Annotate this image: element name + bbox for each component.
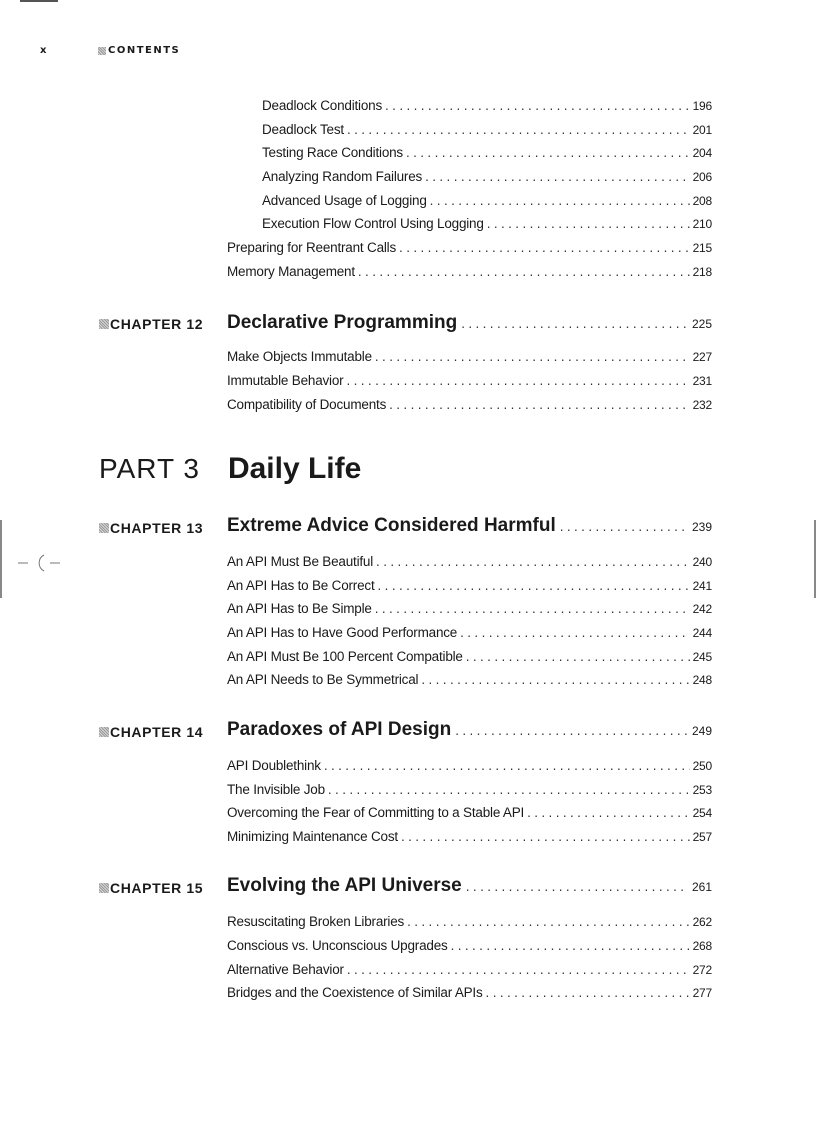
toc-entry-page: 196 (692, 99, 712, 113)
part-label: PART 3 (99, 453, 200, 484)
toc-entry-title: The Invisible Job (227, 782, 325, 797)
toc-entry-title: Minimizing Maintenance Cost (227, 829, 398, 844)
chapter-title (227, 312, 712, 334)
leader-dots (527, 805, 689, 820)
hatch-icon (99, 727, 109, 737)
chapter-title (227, 719, 712, 741)
hatch-icon (99, 319, 109, 329)
toc-entry-title: Memory Management (227, 264, 355, 279)
toc-entry-title: Testing Race Conditions (262, 145, 403, 160)
toc-entry-title: Immutable Behavior (227, 373, 344, 388)
toc-entry-page: 268 (692, 939, 712, 953)
leader-dots (430, 193, 690, 208)
toc-entry (227, 397, 712, 412)
toc-entry-page: 262 (692, 915, 712, 929)
chapter-page: 249 (691, 724, 712, 738)
toc-entry-page: 201 (692, 123, 712, 137)
toc-entry-title: Make Objects Immutable (227, 349, 372, 364)
leader-dots (406, 145, 690, 160)
leader-dots (358, 264, 690, 279)
hatch-icon (98, 47, 106, 55)
registration-mark-icon (14, 548, 64, 578)
leader-dots (486, 985, 690, 1000)
chapter-label (99, 880, 203, 896)
toc-entry-page: 250 (692, 759, 712, 773)
chapter-label (99, 724, 203, 740)
toc-entry-page: 241 (692, 579, 712, 593)
leader-dots (560, 519, 688, 534)
part-heading (99, 452, 361, 486)
running-header (40, 45, 180, 56)
toc-entry (262, 193, 712, 208)
toc-entry-page: 254 (692, 806, 712, 820)
leader-dots (466, 879, 688, 894)
chapter-label-text: CHAPTER 14 (110, 724, 204, 740)
toc-entry-page: 245 (692, 650, 712, 664)
toc-entry-title: API Doublethink (227, 758, 321, 773)
leader-dots (451, 938, 690, 953)
toc-entry-title: Advanced Usage of Logging (262, 193, 427, 208)
toc-entry-page: 210 (692, 217, 712, 231)
toc-entry-page: 248 (692, 673, 712, 687)
toc-entry-title: Bridges and the Coexistence of Similar APIs (227, 985, 483, 1000)
hatch-icon (99, 523, 109, 533)
toc-entry (227, 349, 712, 364)
toc-entry (227, 962, 712, 977)
toc-entry (227, 625, 712, 640)
toc-entry-page: 272 (692, 963, 712, 977)
toc-entry-page: 257 (692, 830, 712, 844)
toc-entry-page: 208 (692, 194, 712, 208)
toc-entry-title: Deadlock Conditions (262, 98, 383, 113)
crop-mark-left (0, 520, 2, 598)
toc-entry (227, 782, 712, 797)
toc-entry (227, 240, 712, 255)
top-rule (20, 0, 58, 2)
toc-entry (227, 914, 712, 929)
toc-entry-title: An API Has to Be Correct (227, 578, 375, 593)
toc-entry (227, 805, 712, 820)
toc-entry-title: An API Needs to Be Symmetrical (227, 672, 419, 687)
leader-dots (401, 829, 690, 844)
toc-entry (227, 649, 712, 664)
toc-entry (262, 122, 712, 137)
toc-entry-page: 277 (692, 986, 712, 1000)
toc-entry-title: Preparing for Reentrant Calls (227, 240, 397, 255)
leader-dots (376, 554, 690, 569)
chapter-label-text: CHAPTER 13 (110, 520, 204, 536)
toc-entry (227, 938, 712, 953)
toc-entry (227, 985, 712, 1000)
toc-entry-page: 244 (692, 626, 712, 640)
toc-entry (227, 264, 712, 279)
toc-entry-page: 231 (692, 374, 712, 388)
leader-dots (460, 625, 689, 640)
leader-dots (375, 601, 690, 616)
leader-dots (487, 216, 690, 231)
toc-entry (227, 829, 712, 844)
chapter-label-text: CHAPTER 15 (110, 880, 204, 896)
toc-entry (262, 169, 712, 184)
leader-dots (346, 373, 689, 388)
toc-entry-page: 240 (692, 555, 712, 569)
leader-dots (324, 758, 690, 773)
toc-entry-title: An API Must Be Beautiful (227, 554, 374, 569)
toc-entry (227, 672, 712, 687)
toc-entry-title: Overcoming the Fear of Committing to a Stable API (227, 805, 525, 820)
leader-dots (375, 349, 690, 364)
chapter-label (99, 520, 203, 536)
leader-dots (466, 649, 690, 664)
toc-entry (227, 758, 712, 773)
leader-dots (347, 962, 690, 977)
chapter-page: 225 (691, 317, 712, 331)
toc-entry-page: 253 (692, 783, 712, 797)
toc-entry-page: 204 (692, 146, 712, 160)
toc-entry-title: An API Must Be 100 Percent Compatible (227, 649, 463, 664)
leader-dots (455, 723, 688, 738)
leader-dots (407, 914, 689, 929)
chapter-title-text: Declarative Programming (227, 312, 458, 333)
toc-entry-page: 215 (692, 241, 712, 255)
toc-entry (227, 373, 712, 388)
leader-dots (421, 672, 689, 687)
leader-dots (461, 316, 688, 331)
toc-entry-page: 218 (692, 265, 712, 279)
running-header-title: CONTENTS (108, 45, 181, 56)
chapter-title (227, 515, 712, 537)
chapter-title-text: Paradoxes of API Design (227, 719, 452, 740)
toc-entry-page: 227 (692, 350, 712, 364)
toc-entry-title: Resuscitating Broken Libraries (227, 914, 405, 929)
chapter-page: 239 (691, 520, 712, 534)
hatch-icon (99, 883, 109, 893)
part-title: Daily Life (227, 452, 362, 485)
toc-entry (262, 98, 712, 113)
leader-dots (385, 98, 690, 113)
toc-entry-title: Conscious vs. Unconscious Upgrades (227, 938, 448, 953)
chapter-title-text: Evolving the API Universe (227, 875, 462, 896)
chapter-page: 261 (691, 880, 712, 894)
chapter-title-text: Extreme Advice Considered Harmful (227, 515, 556, 536)
toc-entry-title: Compatibility of Documents (227, 397, 387, 412)
toc-entry-title: Analyzing Random Failures (262, 169, 423, 184)
leader-dots (347, 122, 690, 137)
chapter-title (227, 875, 712, 897)
chapter-label-text: CHAPTER 12 (110, 316, 204, 332)
toc-entry (227, 578, 712, 593)
leader-dots (399, 240, 690, 255)
leader-dots (378, 578, 690, 593)
toc-entry-title: Deadlock Test (262, 122, 344, 137)
toc-entry (262, 216, 712, 231)
toc-entry (262, 145, 712, 160)
leader-dots (425, 169, 689, 184)
toc-entry-title: Execution Flow Control Using Logging (262, 216, 484, 231)
page-number: x (40, 45, 48, 56)
leader-dots (328, 782, 690, 797)
toc-entry-title: An API Has to Have Good Performance (227, 625, 458, 640)
toc-entry-page: 206 (692, 170, 712, 184)
toc-entry-page: 232 (692, 398, 712, 412)
toc-entry-title: Alternative Behavior (227, 962, 344, 977)
toc-entry (227, 601, 712, 616)
chapter-label (99, 316, 203, 332)
leader-dots (389, 397, 689, 412)
toc-entry-title: An API Has to Be Simple (227, 601, 372, 616)
toc-entry-page: 242 (692, 602, 712, 616)
toc-entry (227, 554, 712, 569)
